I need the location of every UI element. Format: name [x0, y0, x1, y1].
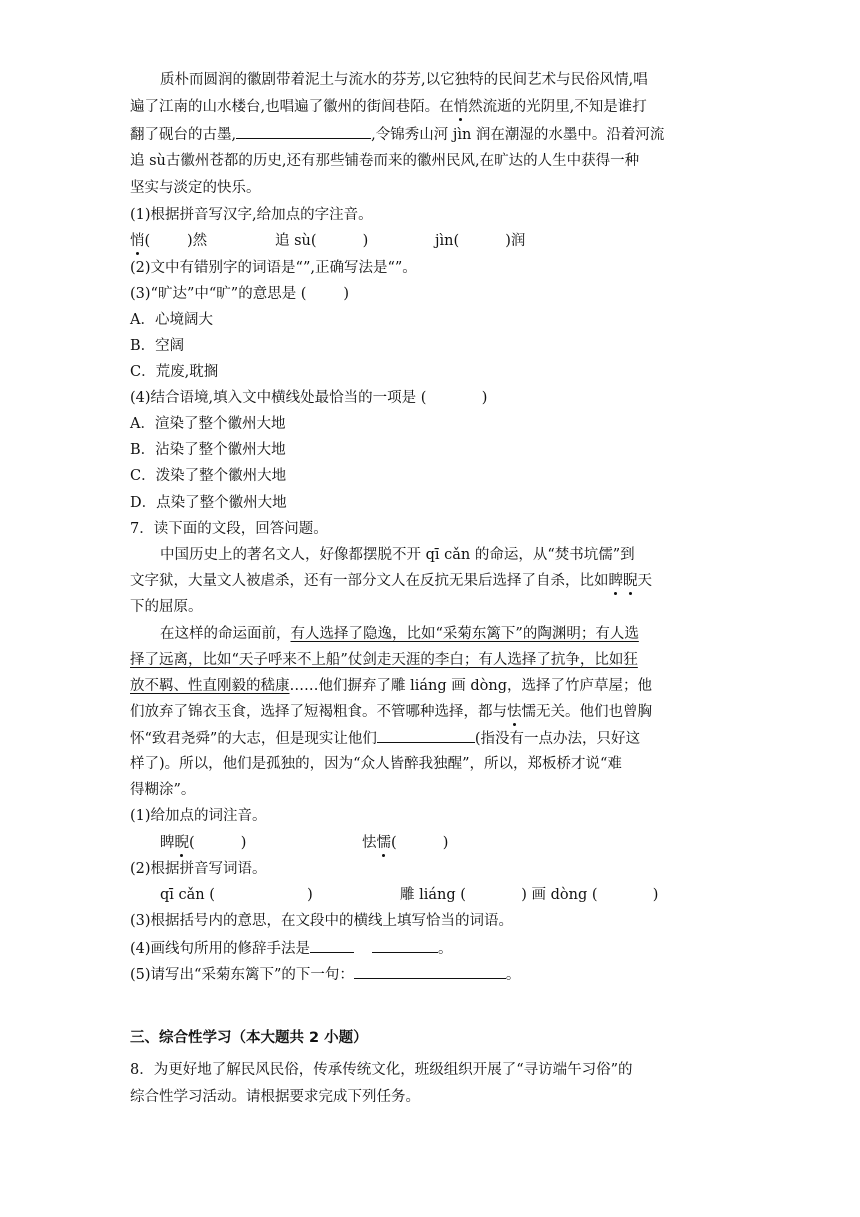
- q7-para2-line2: [130, 650, 638, 670]
- q8-line1: 8．为更好地了解民风民俗，传承传统文化，班级组织开展了“寻访端午习俗”的: [130, 1062, 633, 1078]
- answer-blank[interactable]: [236, 124, 371, 139]
- q8-line2: 综合性学习活动。请根据要求完成下列任务。: [130, 1089, 420, 1105]
- text: 。: [505, 967, 521, 983]
- section-heading: 三、综合性学习（本大题共 2 小题）: [130, 1030, 368, 1046]
- q6-part4: (4)结合语境,填入文中横线处最恰当的一项是 ( ): [130, 390, 488, 406]
- q7-para2-line7: 得糊涂”。: [130, 782, 196, 798]
- q7-question-4: [130, 938, 453, 959]
- text: 天: [637, 573, 652, 589]
- q7-question-1-item-b[interactable]: [362, 833, 448, 853]
- q7-title: 7．读下面的文段，回答问题。: [130, 521, 328, 537]
- passage-line-5: [130, 178, 261, 198]
- q6-part4-option-c[interactable]: C．泼染了整个徽州大地: [130, 468, 287, 484]
- answer-blank[interactable]: [377, 728, 475, 743]
- text: 。: [438, 941, 453, 957]
- text: 懦: [521, 704, 536, 720]
- passage-line-3: [130, 124, 664, 145]
- text: 遍了江南的山水楼台,也唱遍了徽州的街闾巷陌。在: [130, 99, 454, 115]
- text: 坚实与淡定的快乐。: [130, 180, 261, 196]
- answer-blank[interactable]: [310, 938, 354, 953]
- text: 们放弃了锦衣玉食，选择了短褐粗食。不管哪种选择，都与: [130, 704, 507, 720]
- q7-question-2: (2)根据拼音写词语。: [130, 861, 267, 877]
- q7-question-1: (1)给加点的词注音。: [130, 808, 267, 824]
- passage-line-1: [160, 70, 648, 90]
- text: 在这样的命运面前，: [160, 626, 291, 642]
- q7-para2-line4: [130, 702, 652, 722]
- dotted-char: 怯: [507, 704, 522, 720]
- text: 追 sù古徽州苍都的历史,还有那些铺卷而来的徽州民风,在旷达的人生中获得一种: [130, 153, 640, 169]
- q7-question-5: [130, 964, 520, 985]
- text: 翻了砚台的古墨,: [130, 127, 237, 143]
- q6-part1-item-b[interactable]: 追 sù( ): [275, 233, 369, 249]
- text: (4)画线句所用的修辞手法是: [130, 941, 311, 957]
- q6-part1-items: [130, 231, 207, 251]
- q7-para1-line3: 下的屈原。: [130, 599, 203, 615]
- q6-part1-item-c[interactable]: jìn( )润: [435, 233, 526, 249]
- text: 质朴而圆润的徽剧带着泥土与流水的芬芳,以它独特的民间艺术与民俗风情,唱: [160, 72, 648, 88]
- dotted-char: 懦: [376, 835, 391, 851]
- q7-question-2-item-b[interactable]: 雕 liáng ( ) 画 dòng ( ): [400, 887, 659, 903]
- text: ,令锦秀山河 jìn 润在潮湿的水墨中。沿着河流: [371, 127, 665, 143]
- q7-para2-line1: [160, 624, 639, 644]
- underlined-sentence: 择了远离，比如“天子呼来不上船”仗剑走天涯的李白；有人选择了抗争，比如狂: [130, 652, 638, 668]
- dotted-char: 睨: [623, 573, 638, 589]
- q6-part4-option-b[interactable]: B．沾染了整个徽州大地: [130, 442, 286, 458]
- answer-slot[interactable]: ( ): [391, 835, 449, 851]
- q7-para1-line2: [130, 571, 652, 591]
- passage-line-2: [130, 97, 647, 117]
- dotted-char: 悄: [130, 233, 145, 249]
- passage-line-4: [130, 151, 639, 171]
- dotted-char: 睥: [608, 573, 623, 589]
- underlined-sentence: 有人选择了隐逸，比如“采菊东篱下”的陶渊明；有人选: [290, 626, 639, 642]
- answer-slot[interactable]: ( ): [189, 835, 247, 851]
- answer-blank[interactable]: [354, 964, 506, 979]
- q7-para1-line1: 中国历史上的著名文人，好像都摆脱不开 qī cǎn 的命运，从“焚书坑儒”到: [160, 547, 635, 563]
- q6-part3-option-c[interactable]: C．荒废,耽搁: [130, 364, 219, 380]
- text: 怀“致君尧舜”的大志，但是现实让他们: [130, 731, 377, 747]
- q7-para2-line6: 样了)。所以，他们是孤独的，因为“众人皆醉我独醒”，所以，郑板桥才说“难: [130, 756, 622, 772]
- q7-para2-line3: [130, 676, 652, 696]
- q6-part4-option-d[interactable]: D．点染了整个徽州大地: [130, 495, 287, 511]
- q7-question-2-item-a[interactable]: qī cǎn ( ): [160, 887, 313, 903]
- answer-slot[interactable]: ( )然: [144, 233, 208, 249]
- q6-part2: (2)文中有错别字的词语是“”,正确写法是“”。: [130, 260, 417, 276]
- text: 睥: [160, 835, 175, 851]
- text: 然流逝的光阴里,不知是谁打: [468, 99, 647, 115]
- text: ……他们摒弃了雕 liáng 画 dòng，选择了竹庐草屋；他: [289, 678, 652, 694]
- q7-question-3: (3)根据括号内的意思，在文段中的横线上填写恰当的词语。: [130, 913, 514, 929]
- underlined-sentence: 放不羁、性直刚毅的嵇康: [130, 678, 290, 694]
- q6-part4-option-a[interactable]: A．渲染了整个徽州大地: [130, 416, 286, 432]
- q7-para2-line5: [130, 728, 640, 749]
- text: (指没有一点办法，只好这: [474, 731, 640, 747]
- text: 文字狱，大量文人被虐杀，还有一部分文人在反抗无果后选择了自杀，比如: [130, 573, 609, 589]
- q6-part3-option-b[interactable]: B．空阔: [130, 338, 185, 354]
- text: (5)请写出“采菊东篱下”的下一句：: [130, 967, 354, 983]
- q6-part1: (1)根据拼音写汉字,给加点的字注音。: [130, 207, 373, 223]
- dotted-char: 睨: [174, 835, 189, 851]
- answer-blank[interactable]: [372, 938, 438, 953]
- dotted-char: 悄: [453, 99, 469, 115]
- text: 怯: [362, 835, 377, 851]
- q6-part3-option-a[interactable]: A．心境阔大: [130, 312, 213, 328]
- text: 无关。他们也曾胸: [536, 704, 652, 720]
- q6-part3: (3)“旷达”中“旷”的意思是 ( ): [130, 286, 349, 302]
- q7-question-1-item-a[interactable]: [160, 833, 246, 853]
